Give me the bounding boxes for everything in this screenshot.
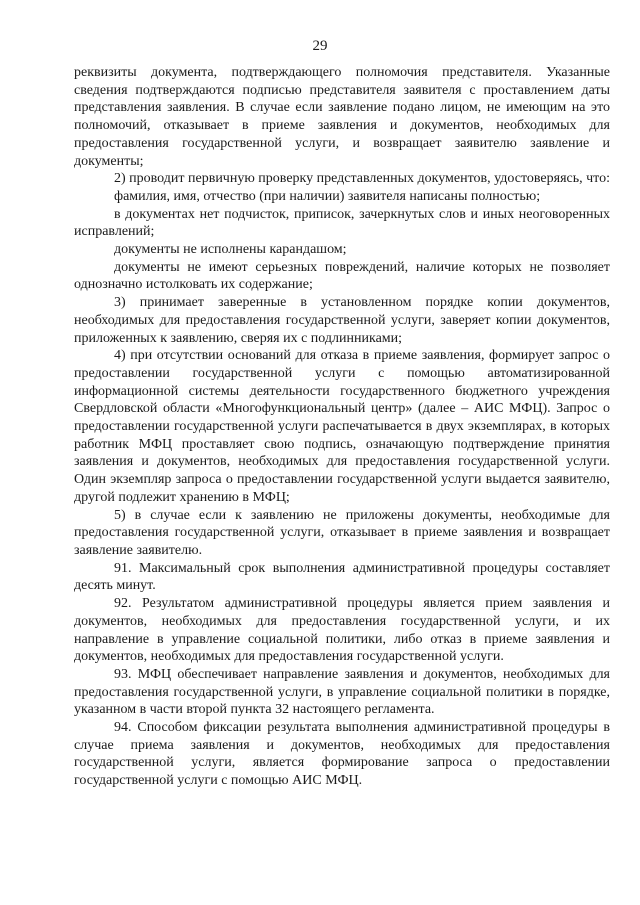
paragraph-check-name: фамилия, имя, отчество (при наличии) заявителя написаны полностью; (114, 188, 541, 204)
paragraph-check-pencil: документы не исполнены карандашом; (114, 242, 347, 258)
paragraph-check-corrections: в документах нет подчисток, приписок, зачеркнутых слов и иных неоговоренных исправлений; (74, 206, 610, 240)
paragraph-92: 92. Результатом административной процедуры является прием заявления и документов, необходимых для предоставления государственной услуги, и их направление в управление социальной политики, либо отказ в приеме заявления и документов, необходимых для предоставления государственной услуги. (74, 596, 610, 665)
paragraph-93: 93. МФЦ обеспечивает направление заявления и документов, необходимых для предоставления государственной услуги, в управление социальной политики в порядке, указанном в части второй пункта 32 настоящего регламента. (74, 666, 610, 718)
paragraph-item-5: 5) в случае если к заявлению не приложены документы, необходимые для предоставления государственной услуги, отказывает в приеме заявления и возвращает заявление заявителю. (74, 507, 610, 558)
paragraph-item-3: 3) принимает заверенные в установленном порядке копии документов, необходимых для предоставления государственной услуги, заверяет копии документов, приложенных к заявлению, сверяя их с подлинниками; (74, 295, 610, 346)
paragraph-check-damage: документы не имеют серьезных повреждений, наличие которых не позволяет однозначно истолковать их содержание; (74, 259, 610, 293)
paragraph-item-4: 4) при отсутствии оснований для отказа в приеме заявления, формирует запрос о предоставлении государственной услуги с помощью автоматизированной информационной системы деятельности государственного бюджетного учреждения Свердловской области «Многофункциональный центр» (далее – АИС МФЦ). Запрос о предоставлении государственной услуги распечатывается в двух экземплярах, в которых работник МФЦ проставляет свою подпись, означающую подтверждение принятия заявления и документов, необходимых для предоставления государственной услуги. Один экземпляр запроса о предоставлении государственной услуги выдается заявителю, другой подлежит хранению в МФЦ; (74, 348, 610, 505)
paragraph-94: 94. Способом фиксации результата выполнения административной процедуры в случае приема заявления и документов, необходимых для предоставления государственной услуги, является формирование запроса о предоставлении государственной услуги с помощью АИС МФЦ. (74, 720, 610, 789)
paragraph-item-2: 2) проводит первичную проверку представленных документов, удостоверяясь, что: (114, 171, 610, 187)
paragraph-continuation: реквизиты документа, подтверждающего полномочия представителя. Указанные сведения подтверждаются подписью представителя заявителя с проставлением даты представления заявления. В случае если заявление подано лицом, не имеющим на это полномочий, отказывает в приеме заявления и документов, необходимых для предоставления государственной услуги, и возвращает заявителю заявление и документы; (74, 65, 610, 169)
document-body (74, 64, 610, 790)
paragraph-91: 91. Максимальный срок выполнения административной процедуры составляет десять минут. (74, 560, 610, 594)
page-number: 29 (312, 38, 328, 54)
